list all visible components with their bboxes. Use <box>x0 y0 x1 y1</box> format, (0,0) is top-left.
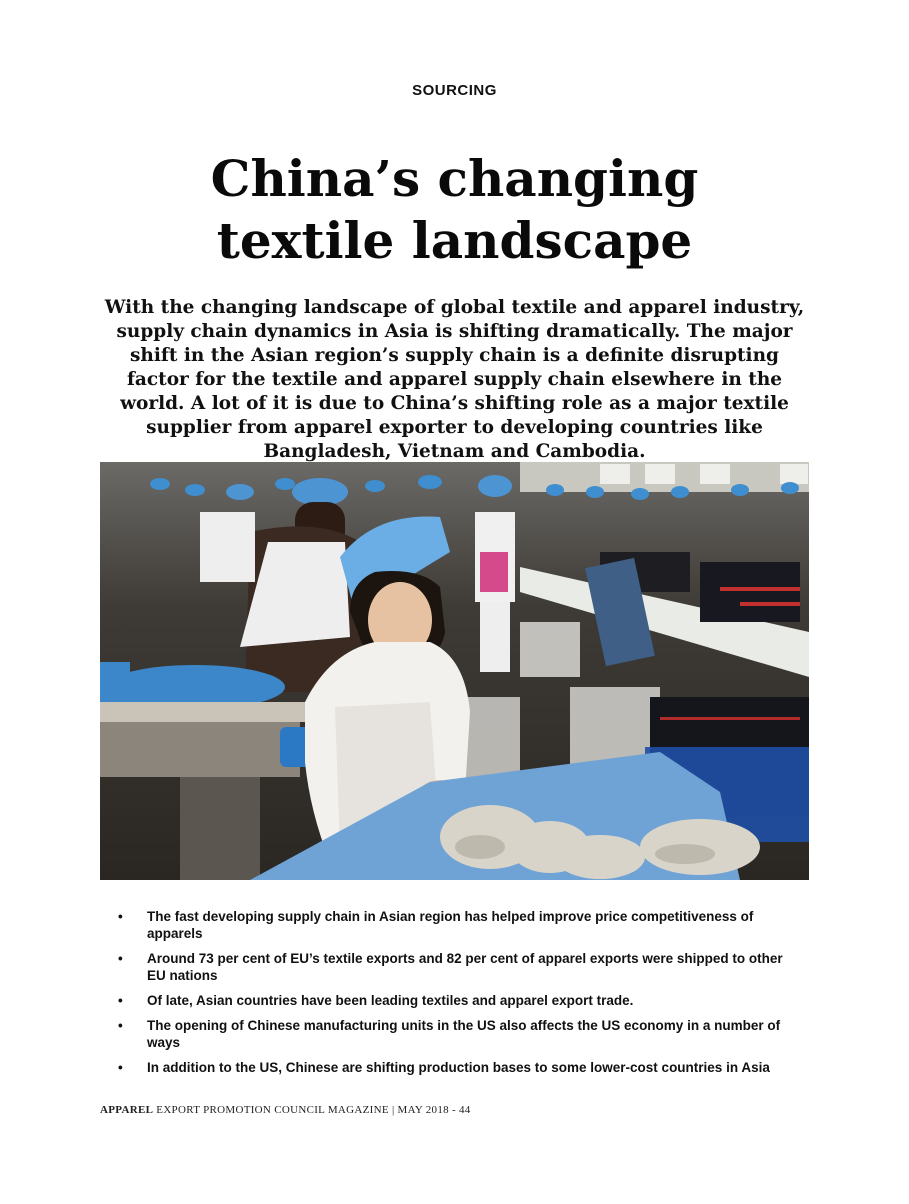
factory-workers-photo <box>100 462 809 880</box>
article-intro: With the changing landscape of global textile and apparel industry, supply chain dynamics in Asia is shifting dramatically. The major shift in the Asian region’s supply chain is a definite disrupting factor for the textile and apparel supply chain elsewhere in the world. A lot of it is due to China’s shifting role as a major textile supplier from apparel exporter to developing countries like Bangladesh, Vietnam and Cambodia. <box>104 297 805 462</box>
list-item <box>115 1017 795 1051</box>
title-line-2: textile landscape <box>216 211 693 270</box>
title-line-1: China’s changing <box>210 149 699 208</box>
list-item-text: Around 73 per cent of EU’s textile exports and 82 per cent of apparel exports were shipped to other EU nations <box>147 951 783 983</box>
article-title <box>0 148 909 272</box>
list-item-text: The opening of Chinese manufacturing units in the US also affects the US economy in a number of ways <box>147 1018 781 1050</box>
section-label: SOURCING <box>412 82 497 99</box>
list-item <box>115 950 795 984</box>
list-item-text: In addition to the US, Chinese are shifting production bases to some lower-cost countries in Asia <box>147 1060 770 1075</box>
list-item-text: Of late, Asian countries have been leading textiles and apparel export trade. <box>147 993 634 1008</box>
list-item <box>115 1059 795 1076</box>
bullet-icon: • <box>118 951 123 966</box>
footer-issue: MAY 2018 - 44 <box>397 1104 471 1116</box>
list-item-text: The fast developing supply chain in Asian region has helped improve price competitiveness of apparels <box>147 909 754 941</box>
page-footer <box>100 1104 471 1116</box>
list-item <box>115 992 795 1009</box>
footer-separator: | <box>391 1104 395 1116</box>
bullet-icon: • <box>118 909 123 924</box>
footer-brand: APPAREL <box>100 1104 154 1116</box>
bullet-icon: • <box>118 1060 123 1075</box>
list-item <box>115 908 795 942</box>
bullet-icon: • <box>118 1018 123 1033</box>
footer-publication: EXPORT PROMOTION COUNCIL MAGAZINE <box>156 1104 389 1116</box>
bullet-icon: • <box>118 993 123 1008</box>
key-points-list <box>115 908 795 1084</box>
